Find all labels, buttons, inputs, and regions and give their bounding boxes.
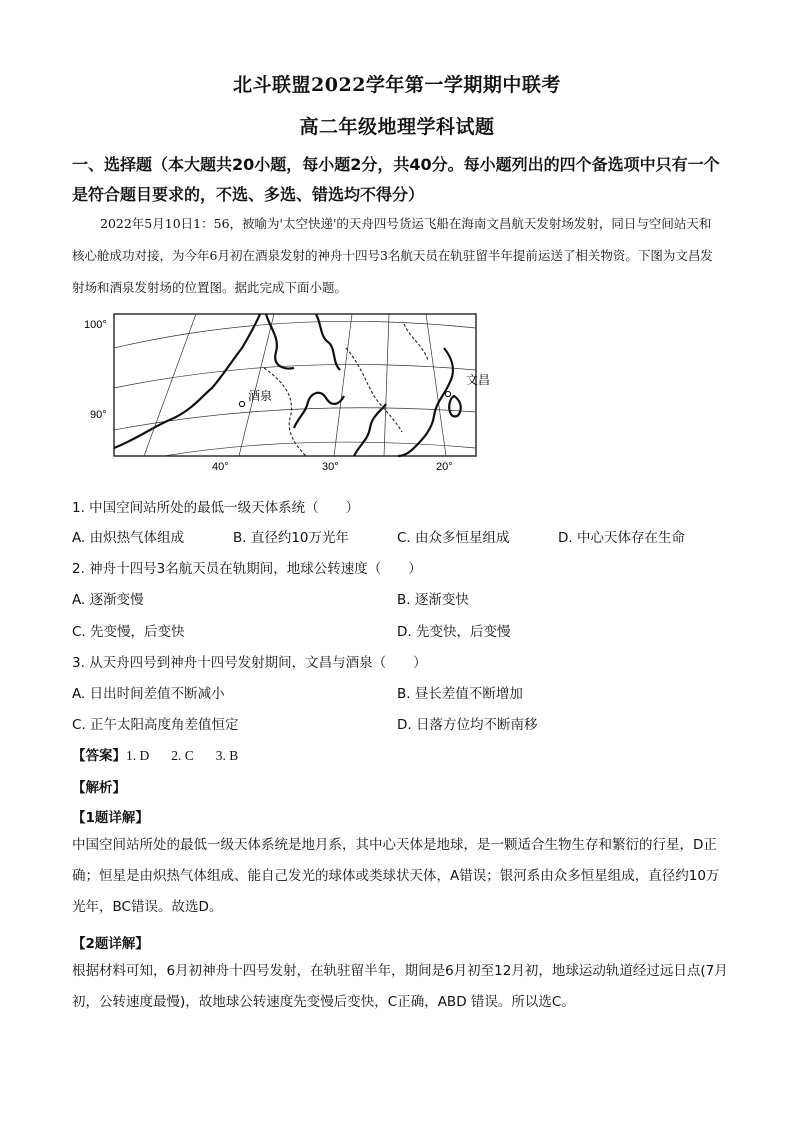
question-1-option-d[interactable]: D. 中心天体存在生命: [558, 530, 685, 546]
lon-label-40: 40°: [212, 461, 229, 473]
answer-item-3: 3. B: [215, 748, 239, 763]
question-1-option-a[interactable]: A. 由炽热气体组成: [72, 530, 185, 546]
question-2-option-b[interactable]: B. 逐渐变快: [397, 592, 469, 608]
question-3-stem: 3. 从天舟四号到神舟十四号发射期间，文昌与酒泉（ ）: [72, 655, 427, 671]
question-1-option-c[interactable]: C. 由众多恒星组成: [397, 530, 510, 546]
jiuquan-marker: [239, 401, 244, 406]
lat-label-100: 100°: [84, 319, 107, 331]
exam-subtitle: 高二年级地理学科试题: [299, 116, 495, 138]
answer-label: 【答案】: [72, 748, 126, 764]
question-3-option-a[interactable]: A. 日出时间差值不断减小: [72, 686, 225, 702]
wenchang-marker: [445, 391, 450, 396]
question-3-option-d[interactable]: D. 日落方位均不断南移: [397, 717, 538, 733]
city-label-wenchang: 文昌: [466, 373, 491, 387]
lat-label-90: 90°: [90, 409, 107, 421]
detail-2-text: 根据材料可知，6月初神舟十四号发射，在轨驻留半年，期间是6月初至12月初，地球运动轨道经过远日点(7月初，公转速度最慢)，故地球公转速度先变慢后变快，C正确，ABD 错误。所以选C。: [72, 963, 728, 1010]
analysis-label: 【解析】: [72, 780, 126, 796]
city-label-jiuquan: 酒泉: [248, 389, 273, 403]
detail-1-text: 中国空间站所处的最低一级天体系统是地月系，其中心天体是地球，是一颗适合生物生存和繁衍的行星，D正确；恒星是由炽热气体组成、能自己发光的球体或类球状天体，A错误；银河系由众多恒星组成，直径约10万光年，BC错误。故选D。: [72, 837, 720, 915]
question-2-option-c[interactable]: C. 先变慢，后变快: [72, 624, 185, 640]
question-3-option-b[interactable]: B. 昼长差值不断增加: [397, 686, 523, 702]
question-3-option-c[interactable]: C. 正午太阳高度角差值恒定: [72, 717, 239, 733]
material-text: 2022年5月10日1：56，被喻为'太空快递'的天舟四号货运飞船在海南文昌航天发射场发射，同日与空间站天和核心舱成功对接，为今年6月初在酒泉发射的神舟十四号3名航天员在轨驻留半年提前运送了相关物资。下图为文昌发射场和酒泉发射场的位置图。据此完成下面小题。: [72, 216, 713, 295]
launch-site-map: [84, 308, 491, 478]
answer-item-2: 2. C: [171, 748, 194, 763]
question-2-option-a[interactable]: A. 逐渐变慢: [72, 592, 144, 608]
detail-2-label: 【2题详解】: [72, 936, 149, 952]
detail-1-label: 【1题详解】: [72, 810, 149, 826]
question-1-stem: 1. 中国空间站所处的最低一级天体系统（ ）: [72, 500, 360, 516]
answer-row: [72, 744, 260, 764]
question-2-option-d[interactable]: D. 先变快，后变慢: [397, 624, 511, 640]
lon-label-20: 20°: [436, 461, 453, 473]
question-1-option-b[interactable]: B. 直径约10万光年: [233, 530, 350, 546]
lon-label-30: 30°: [322, 461, 339, 473]
exam-title: 北斗联盟2022学年第一学期期中联考: [233, 74, 561, 96]
question-2-stem: 2. 神舟十四号3名航天员在轨期间，地球公转速度（ ）: [72, 561, 422, 577]
answer-item-1: 1. D: [126, 748, 150, 763]
section-heading: 一、选择题（本大题共20小题，每小题2分，共40分。每小题列出的四个备选项中只有一个是符合题目要求的，不选、多选、错选均不得分）: [72, 155, 720, 204]
